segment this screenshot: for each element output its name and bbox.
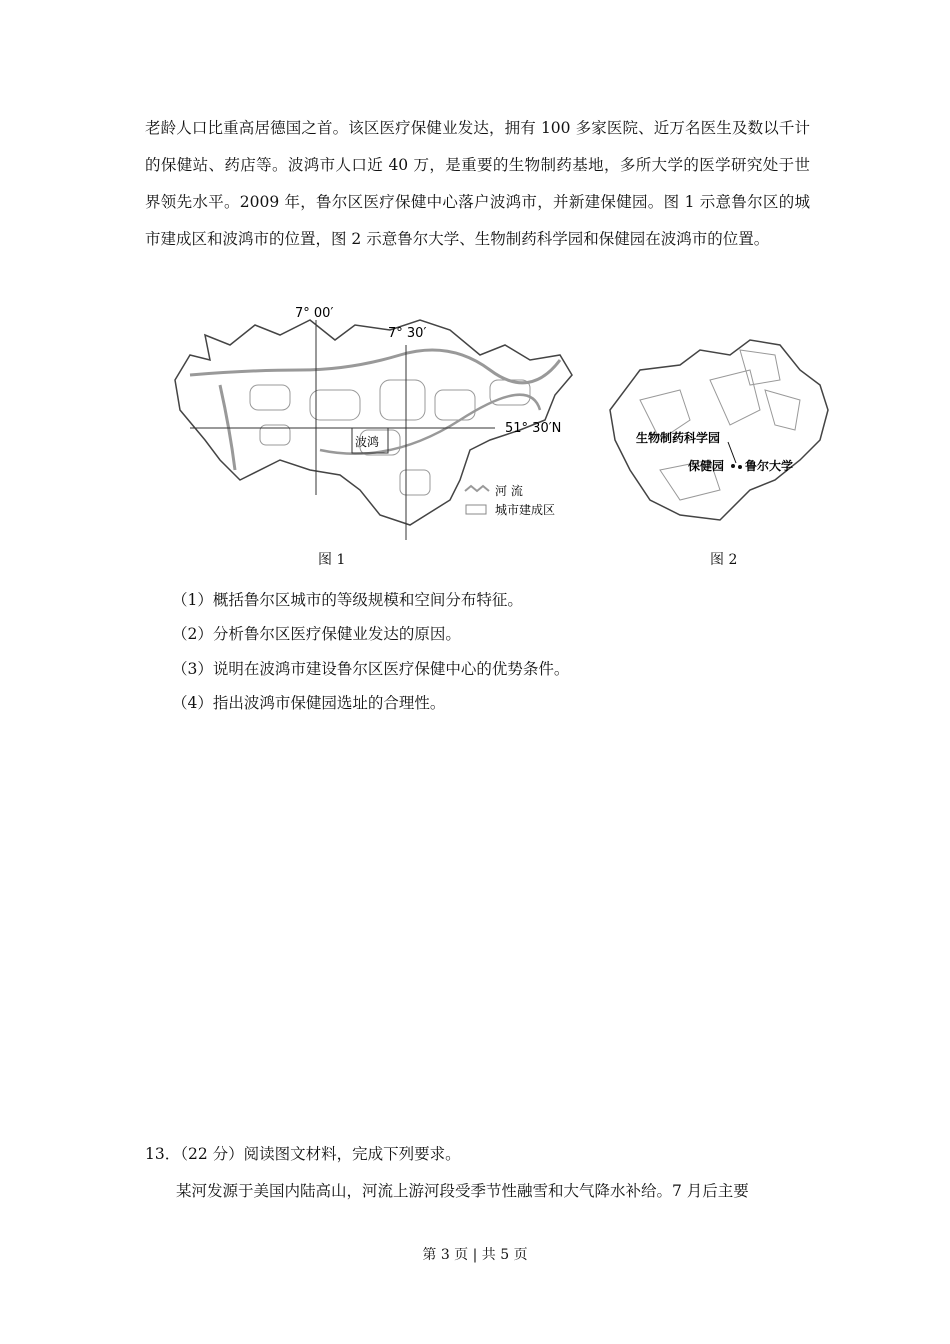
page-footer: 第 3 页 | 共 5 页 — [422, 1247, 528, 1263]
longitude-label: 7° 30′ — [388, 326, 427, 341]
figure-2-caption: 图 2 — [710, 552, 738, 568]
figure-2-map — [600, 330, 840, 540]
latitude-label: 51° 30′N — [505, 421, 562, 436]
question-3: （3）说明在波鸿市建设鲁尔区医疗保健中心的优势条件。 — [172, 660, 570, 678]
label-ruhr-university: 鲁尔大学 — [745, 459, 794, 473]
question-2: （2）分析鲁尔区医疗保健业发达的原因。 — [172, 625, 461, 643]
label-health-park: 保健园 — [688, 459, 725, 473]
legend-urban: 城市建成区 — [495, 503, 556, 517]
question-4: （4）指出波鸿市保健园选址的合理性。 — [172, 694, 446, 712]
question-1: （1）概括鲁尔区城市的等级规模和空间分布特征。 — [172, 591, 523, 609]
figure-1-map — [160, 300, 580, 540]
figure-1-caption: 图 1 — [318, 552, 346, 568]
legend-river: 河 流 — [495, 484, 523, 498]
intro-paragraph: 老龄人口比重高居德国之首。该区医疗保健业发达，拥有 100 多家医院、近万名医生及数以千计的保健站、药店等。波鸿市人口近 40 万，是重要的生物制药基地，多所大学的医学研究处于世界领先水平。2009 年，鲁尔区医疗保健中心落户波鸿市，并新建保健园。图 1 示意鲁尔区的城市建成区和波鸿市的位置，图 2 示意鲁尔大学、生物制药科学园和保健园在波鸿市的位置。 — [145, 119, 810, 248]
urban-legend-icon — [466, 505, 486, 514]
river — [190, 350, 560, 383]
label-biotech-park: 生物制药科学园 — [636, 431, 721, 445]
city-label-bochum: 波鸿 — [355, 435, 380, 449]
question-13-text: 某河发源于美国内陆高山，河流上游河段受季节性融雪和大气降水补给。7 月后主要 — [176, 1182, 749, 1200]
longitude-label: 7° 00′ — [295, 306, 334, 321]
river-legend-icon — [465, 486, 489, 491]
question-13-heading: 13．（22 分）阅读图文材料，完成下列要求。 — [145, 1145, 461, 1163]
